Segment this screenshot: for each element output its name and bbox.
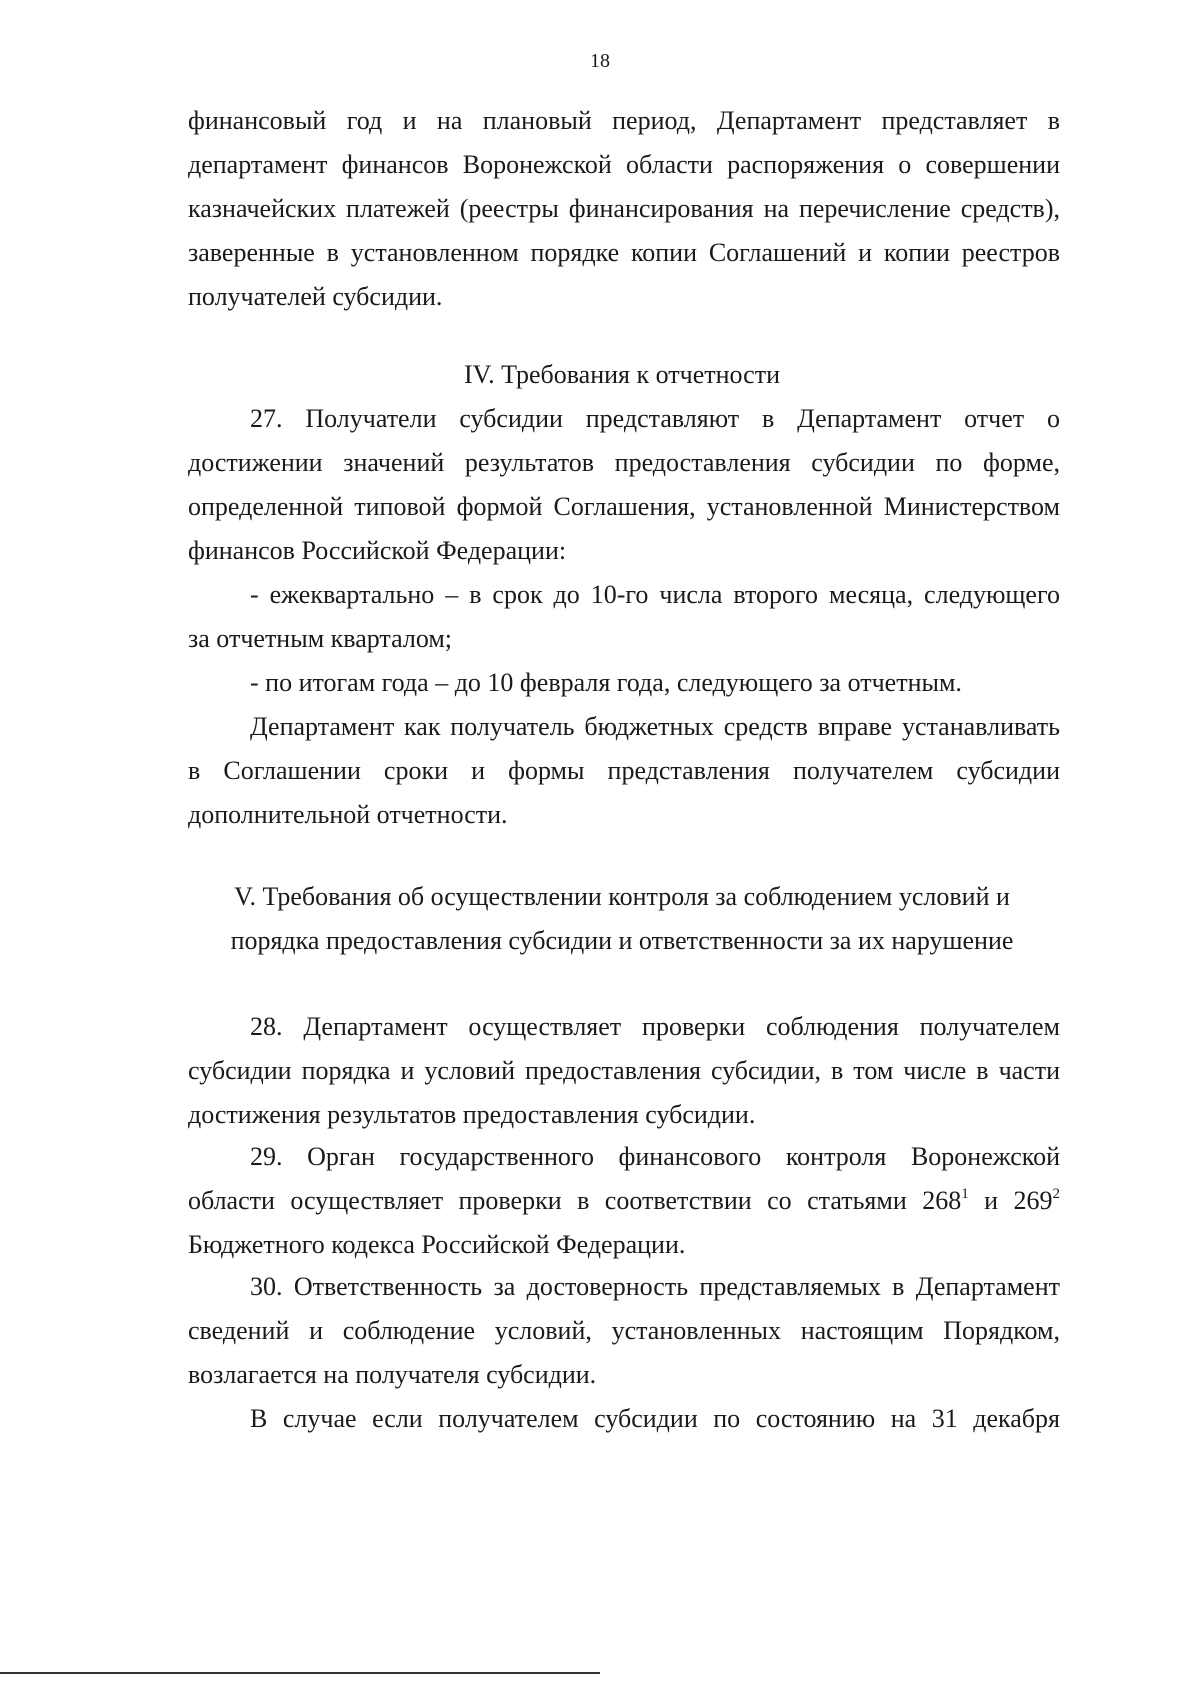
text-line: возлагается на получателя субсидии.: [188, 1360, 597, 1389]
heading-line: V. Требования об осуществлении контроля за соблюдением условий и: [234, 882, 1010, 911]
superscript: 1: [961, 1186, 969, 1202]
text-line: 27. Получатели субсидии представляют в Департамент отчет о: [250, 404, 1060, 433]
text-line: сведений и соблюдение условий, установленных настоящим Порядком,: [188, 1316, 1060, 1345]
text-line: 28. Департамент осуществляет проверки соблюдения получателем: [250, 1012, 1060, 1041]
list-item: - ежеквартально – в срок до 10-го числа второго месяца, следующего: [250, 580, 1060, 609]
section-iv-heading: IV. Требования к отчетности: [463, 360, 780, 389]
text-line: в Соглашении сроки и формы представления получателем субсидии: [188, 756, 1060, 785]
text-fragment: области осуществляет проверки в соответствии со статьями 268: [188, 1186, 962, 1215]
text-line: заверенные в установленном порядке копии Соглашений и копии реестров: [188, 238, 1060, 267]
text-line: Бюджетного кодекса Российской Федерации.: [188, 1230, 686, 1259]
text-line: достижения результатов предоставления субсидии.: [188, 1100, 756, 1129]
text-line: дополнительной отчетности.: [188, 800, 508, 829]
text-line: финансовый год и на плановый период, Департамент представляет в: [188, 106, 1060, 135]
list-item: - по итогам года – до 10 февраля года, следующего за отчетным.: [250, 668, 962, 697]
text-line: казначейских платежей (реестры финансирования на перечисление средств),: [188, 194, 1060, 223]
text-line: финансов Российской Федерации:: [188, 536, 567, 565]
text-line: субсидии порядка и условий предоставления субсидии, в том числе в части: [188, 1056, 1060, 1085]
footer-rule: [0, 1672, 600, 1674]
text-line: 29. Орган государственного финансового контроля Воронежской: [250, 1142, 1060, 1171]
superscript: 2: [1052, 1186, 1060, 1202]
text-line: 30. Ответственность за достоверность представляемых в Департамент: [250, 1272, 1060, 1301]
heading-line: порядка предоставления субсидии и ответственности за их нарушение: [230, 926, 1014, 955]
text-line: определенной типовой формой Соглашения, установленной Министерством: [188, 492, 1060, 521]
text-fragment: и 269: [968, 1186, 1053, 1215]
text-line: Департамент как получатель бюджетных средств вправе устанавливать: [250, 712, 1060, 741]
text-line: [188, 1186, 1060, 1216]
page-number: 18: [590, 50, 610, 72]
text-line: В случае если получателем субсидии по состоянию на 31 декабря: [250, 1404, 1060, 1433]
text-line: департамент финансов Воронежской области распоряжения о совершении: [188, 150, 1060, 179]
text-line: получателей субсидии.: [188, 282, 443, 311]
list-item-continuation: за отчетным кварталом;: [188, 624, 453, 653]
text-line: достижении значений результатов предоставления субсидии по форме,: [188, 448, 1060, 477]
